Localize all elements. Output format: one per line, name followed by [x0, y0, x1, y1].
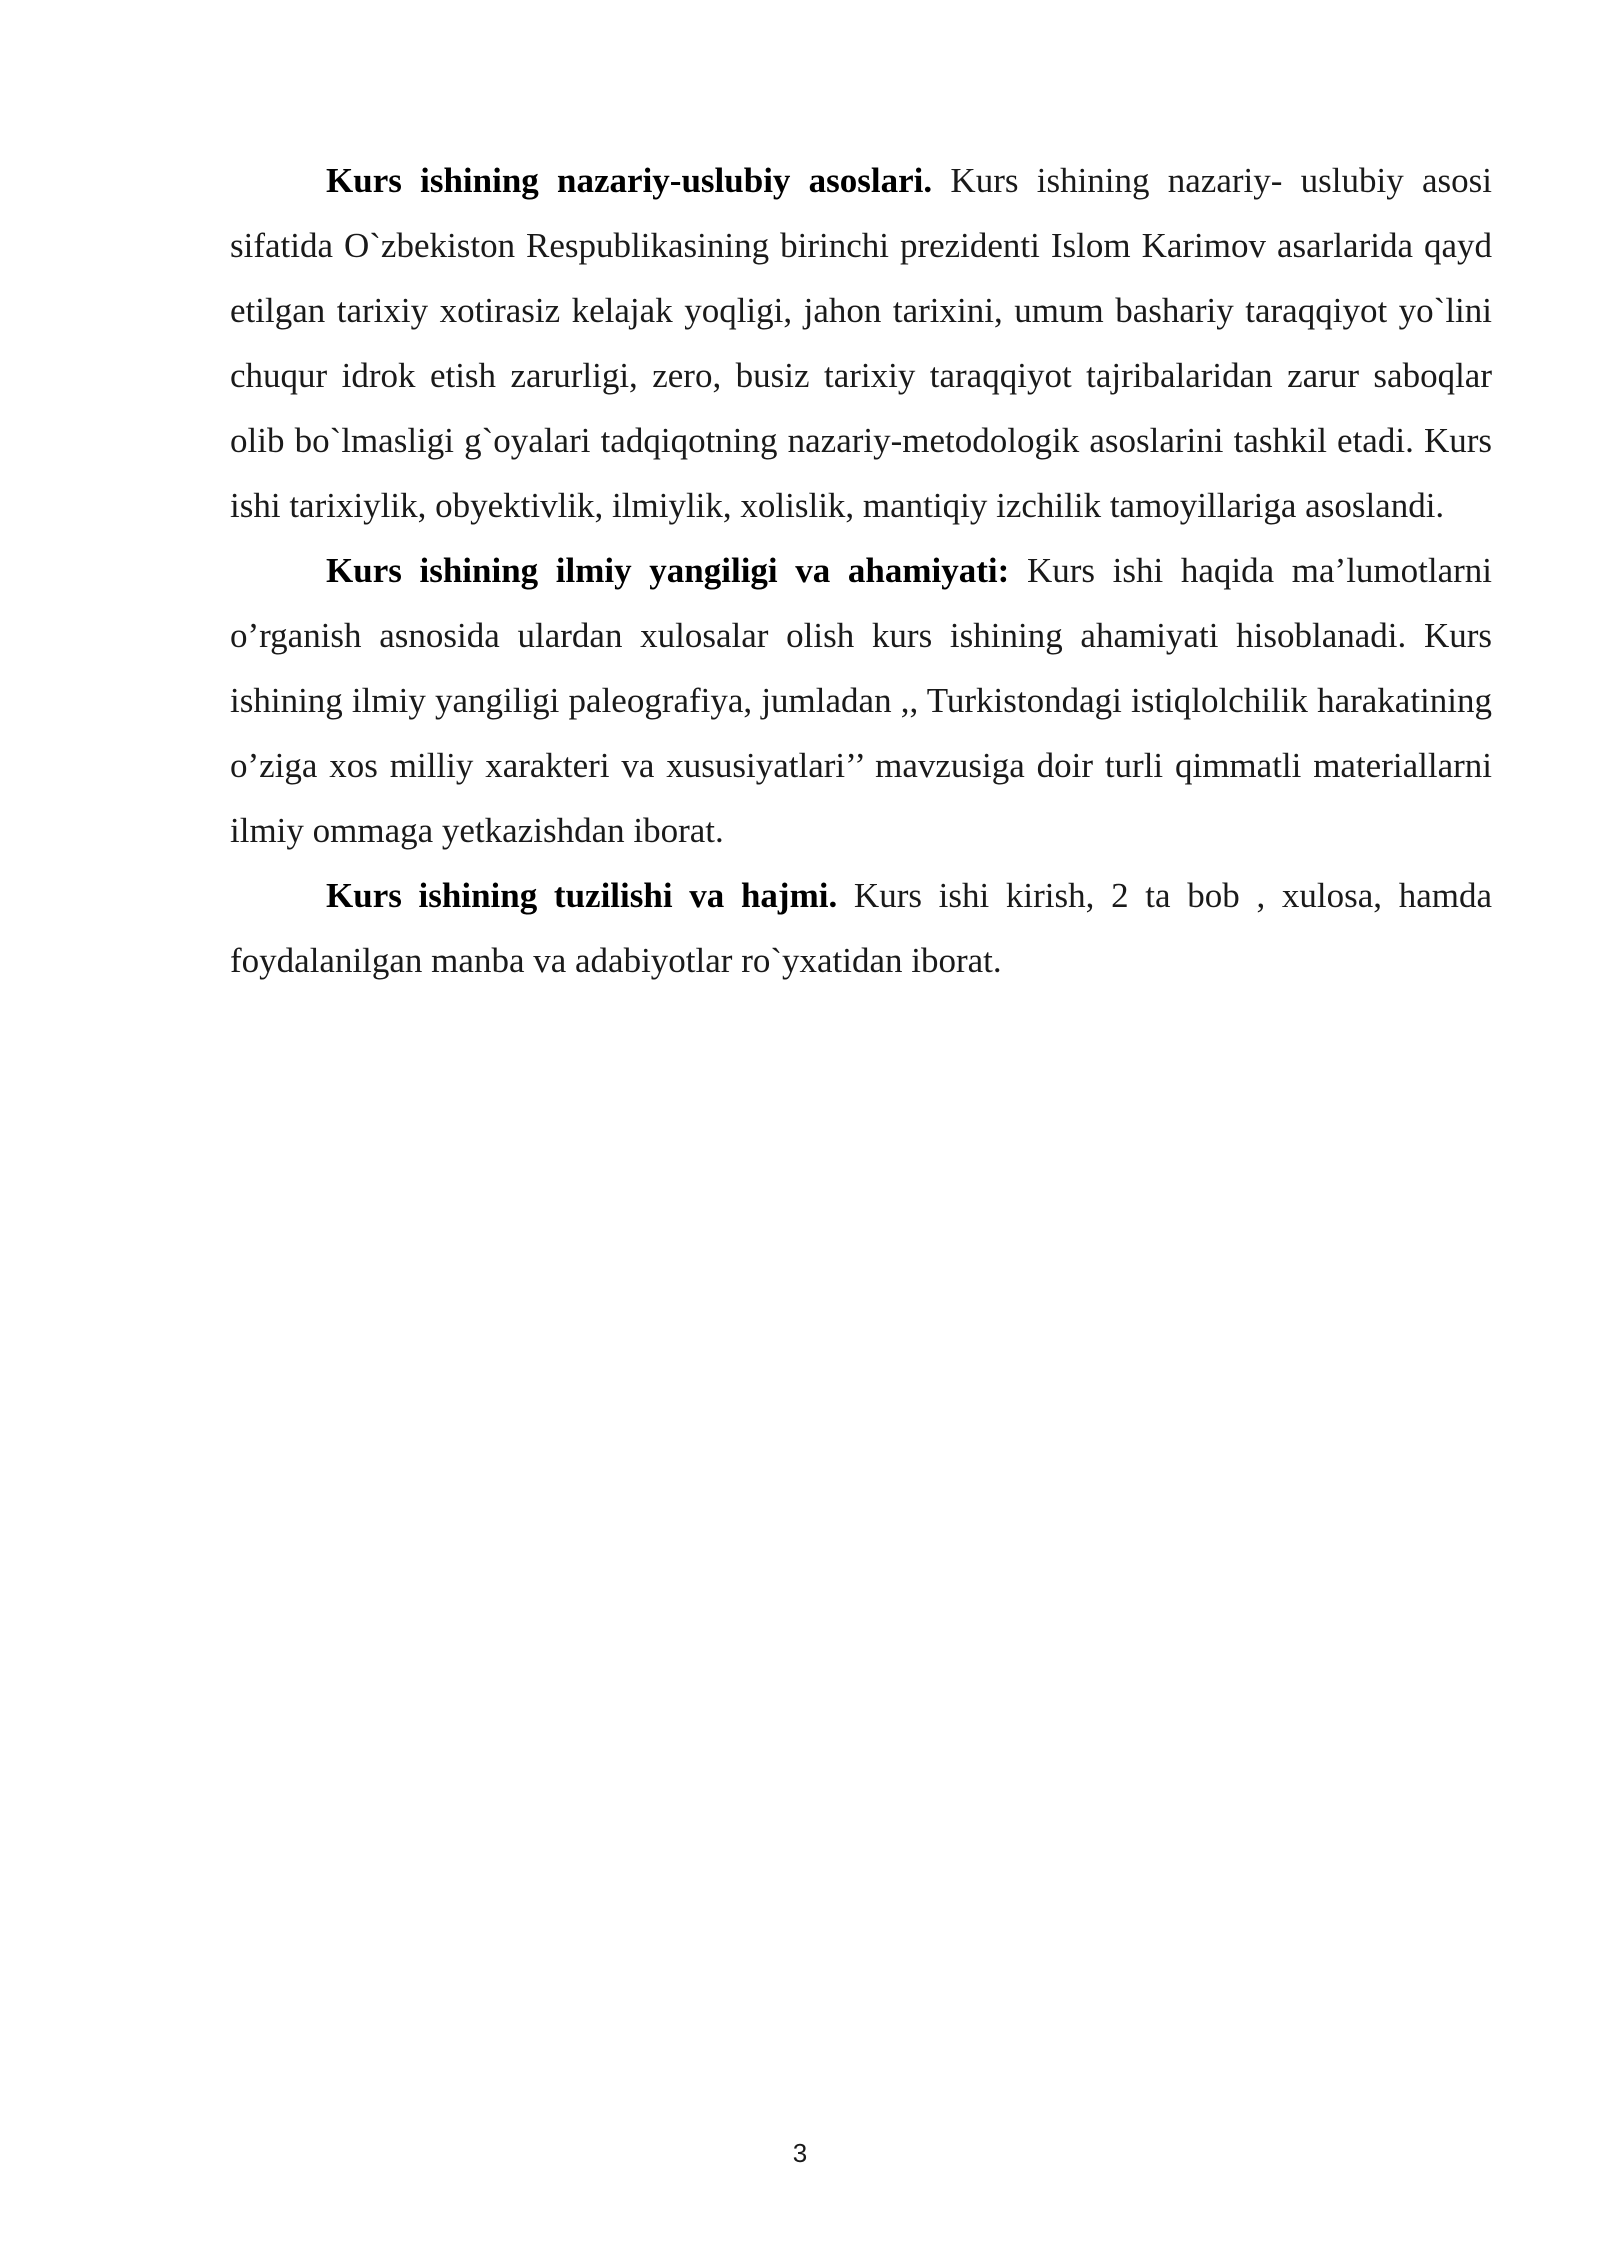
paragraph-text: Kurs ishining nazariy- uslubiy asosi sifatida O`zbekiston Respublikasining birinchi prezidenti Islom Karimov asarlarida qayd etilgan tarixiy xotirasiz kelajak yoqligi, jahon tarixini, umum bashariy taraqqiyot yo`lini chuqur idrok etish zarurligi, zero, busiz tarixiy taraqqiyot tajribalaridan zarur saboqlar olib bo`lmasligi g`oyalari tadqiqotning nazariy-metodologik asoslarini tashkil etadi. Kurs ishi tarixiylik, obyektivlik, ilmiylik, xolislik, mantiqiy izchilik tamoyillariga asoslandi. [230, 161, 1492, 525]
paragraph-theoretical-basis [230, 148, 1492, 538]
paragraph-text: Kurs ishi haqida ma’lumotlarni o’rganish asnosida ulardan xulosalar olish kurs ishining ahamiyati hisoblanadi. Kurs ishining ilmiy yangiligi paleografiya, jumladan ,, Turkistondagi istiqlolchilik harakatining o’ziga xos milliy xarakteri va xususiyatlari’’ mavzusiga doir turli qimmatli materiallarni ilmiy ommaga yetkazishdan iborat. [230, 551, 1493, 850]
page-number: 3 [792, 2138, 808, 2168]
paragraph-heading: Kurs ishining ilmiy yangiligi va ahamiyati: [326, 551, 1010, 590]
paragraph-heading: Kurs ishining nazariy-uslubiy asoslari. [326, 161, 933, 200]
page-body [230, 148, 1492, 993]
paragraph-heading: Kurs ishining tuzilishi va hajmi. [326, 876, 838, 915]
paragraph-scientific-novelty [230, 538, 1492, 863]
paragraph-structure-volume [230, 863, 1492, 993]
paragraph-text: Kurs ishi kirish, 2 ta bob , xulosa, hamda foydalanilgan manba va adabiyotlar ro`yxatidan iborat. [230, 876, 1493, 980]
